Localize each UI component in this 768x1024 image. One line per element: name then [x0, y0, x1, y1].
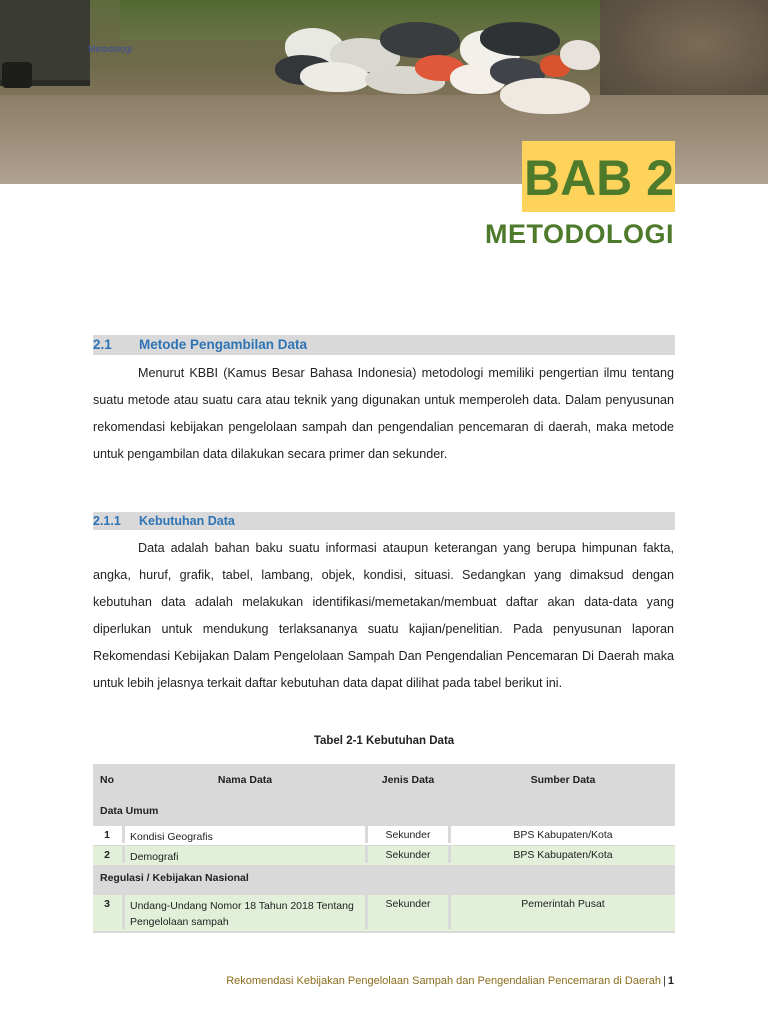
section-heading-2-1-1	[93, 512, 675, 530]
table-row	[93, 845, 675, 865]
garbage-bag	[560, 40, 600, 70]
group-title: Data Umum	[100, 805, 159, 817]
chapter-label: BAB 2	[523, 150, 674, 206]
cell-name: Demografi	[125, 845, 365, 863]
header-no: No	[100, 774, 114, 786]
header-source: Sumber Data	[530, 774, 596, 786]
section-title: Kebutuhan Data	[139, 514, 235, 528]
page-footer	[226, 975, 674, 987]
section-title: Metode Pengambilan Data	[139, 337, 308, 352]
group-title: Regulasi / Kebijakan Nasional	[100, 872, 249, 884]
cell-name: Kondisi Geografis	[125, 825, 365, 843]
cell-type: Sekunder	[368, 825, 448, 843]
garbage-bag	[380, 22, 460, 58]
cell-source: BPS Kabupaten/Kota	[451, 825, 675, 843]
cell-no: 1	[93, 825, 122, 843]
page-number: 1	[667, 975, 674, 987]
cell-no: 2	[93, 845, 122, 863]
garbage-bag	[480, 22, 560, 56]
cell-source: Pemerintah Pusat	[451, 894, 675, 929]
table-caption: Tabel 2-1 Kebutuhan Data	[313, 735, 455, 747]
section-2-1-1-paragraph: Data adalah bahan baku suatu informasi ataupun keterangan yang berupa himpunan fakta, angka, huruf, grafik, tabel, lambang, objek, kondisi, situasi. Sedangkan yang dimaksud dengan kebutuhan data adalah melakukan identifikasi/memetakan/membuat daftar akan data-data yang diperlukan untuk mendukung terlaksananya suatu kajian/penelitian. Pada penyusunan laporan Rekomendasi Kebijakan Dalam Pengelolaan Sampah Dan Pengendalian Pencemaran Di Daerah maka untuk lebih jelasnya terkait daftar kebutuhan data dapat dilihat pada tabel berikut ini.	[93, 541, 674, 690]
chapter-title: METODOLOGI	[484, 219, 674, 249]
section-heading-2-1	[93, 335, 675, 355]
cell-source: BPS Kabupaten/Kota	[451, 845, 675, 863]
table-header-row	[93, 764, 675, 798]
cell-type: Sekunder	[368, 894, 448, 929]
garbage-bag	[300, 62, 370, 92]
footer-separator: |	[663, 975, 666, 987]
data-needs-table	[93, 764, 675, 933]
cell-type: Sekunder	[368, 845, 448, 863]
table-row	[93, 894, 675, 931]
dry-leaves-pile	[600, 0, 768, 110]
truck-wheel	[2, 62, 32, 88]
section-number: 2.1	[93, 337, 112, 352]
table-bottom-border	[93, 931, 675, 933]
table-group-row	[93, 798, 675, 825]
footer-text: Rekomendasi Kebijakan Pengelolaan Sampah dan Pengendalian Pencemaran di Daerah	[226, 975, 662, 987]
banner-caption: Metodologi	[88, 44, 133, 54]
section-number: 2.1.1	[93, 514, 121, 528]
section-2-1-paragraph: Menurut KBBI (Kamus Besar Bahasa Indonesia) metodologi memiliki pengertian ilmu tentang suatu metode atau suatu cara atau teknik yang digunakan untuk memperoleh data. Dalam penyusunan rekomendasi kebijakan pengelolaan sampah dan pengendalian pencemaran di daerah, maka metode untuk pengambilan data dilakukan secara primer dan sekunder.	[93, 366, 674, 461]
cell-no: 3	[93, 894, 122, 929]
table-group-row	[93, 865, 675, 894]
cell-name: Undang-Undang Nomor 18 Tahun 2018 Tentang Pengelolaan sampah	[125, 894, 365, 929]
header-type: Jenis Data	[381, 774, 435, 786]
header-name: Nama Data	[217, 774, 273, 786]
table-row	[93, 825, 675, 845]
garbage-bag	[500, 78, 590, 114]
